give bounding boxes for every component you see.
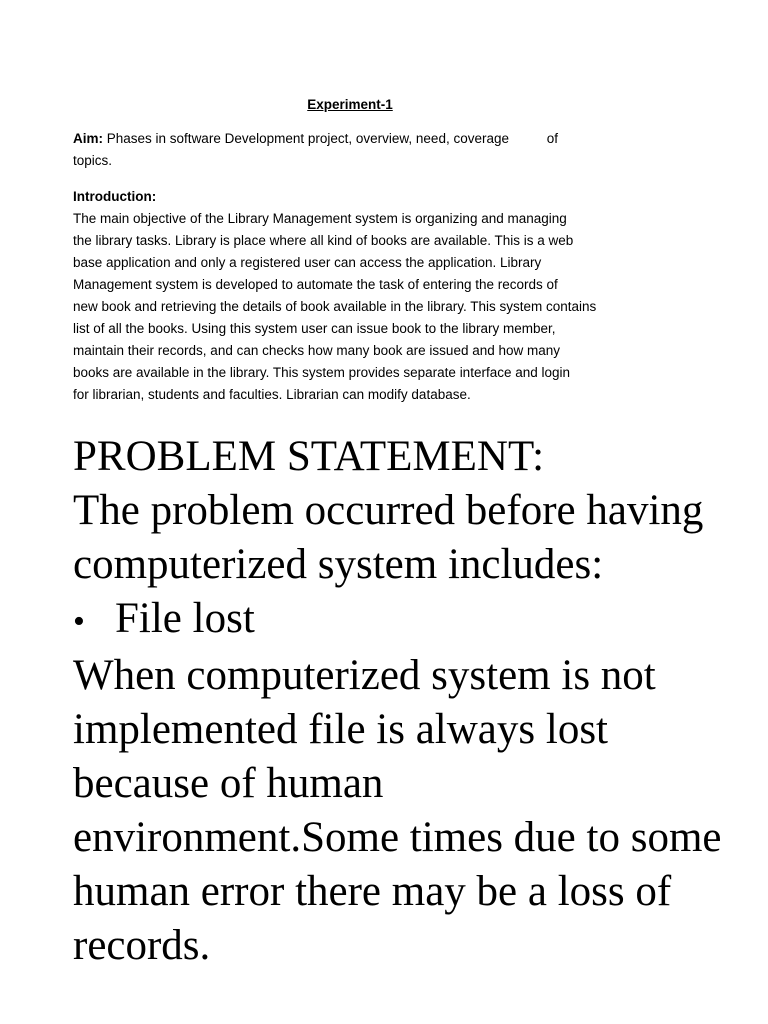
aim-label: Aim: xyxy=(73,131,103,146)
bullet-icon: • xyxy=(73,603,85,640)
problem-body-line: because of human xyxy=(73,760,384,807)
introduction-line: maintain their records, and can checks how many book are issued and how many xyxy=(73,343,561,358)
problem-body-line: environment.Some times due to some xyxy=(73,814,722,861)
experiment-title: Experiment-1 xyxy=(307,97,393,112)
introduction-line: Management system is developed to automate the task of entering the records of xyxy=(73,277,558,292)
introduction-line: the library tasks. Library is place where all kind of books are available. This is a web xyxy=(73,233,574,248)
problem-intro-line: computerized system includes: xyxy=(73,541,604,588)
bullet-item-text: File lost xyxy=(115,595,255,642)
bullet-list-item xyxy=(73,592,763,649)
introduction-line: base application and only a registered user can access the application. Library xyxy=(73,255,542,270)
problem-intro-line: The problem occurred before having xyxy=(73,487,704,534)
aim-text-line2: topics. xyxy=(73,153,113,168)
problem-body-line: implemented file is always lost xyxy=(73,706,609,753)
problem-statement-section xyxy=(73,430,763,973)
problem-body-line: records. xyxy=(73,922,211,969)
introduction-line: new book and retrieving the details of book available in the library. This system contains xyxy=(73,299,597,314)
introduction-heading: Introduction: xyxy=(73,189,157,204)
problem-body-line: human error there may be a loss of xyxy=(73,868,672,915)
problem-body-line: When computerized system is not xyxy=(73,652,656,699)
introduction-body xyxy=(73,208,733,406)
aim-text-end: of xyxy=(546,131,559,146)
aim-section xyxy=(73,128,713,172)
introduction-line: for librarian, students and faculties. Librarian can modify database. xyxy=(73,387,471,402)
aim-text: Phases in software Development project, overview, need, coverage xyxy=(106,131,509,146)
introduction-line: The main objective of the Library Management system is organizing and managing xyxy=(73,211,567,226)
introduction-line: books are available in the library. This system provides separate interface and login xyxy=(73,365,571,380)
introduction-line: list of all the books. Using this system user can issue book to the library member, xyxy=(73,321,556,336)
problem-statement-heading: PROBLEM STATEMENT: xyxy=(73,433,545,480)
